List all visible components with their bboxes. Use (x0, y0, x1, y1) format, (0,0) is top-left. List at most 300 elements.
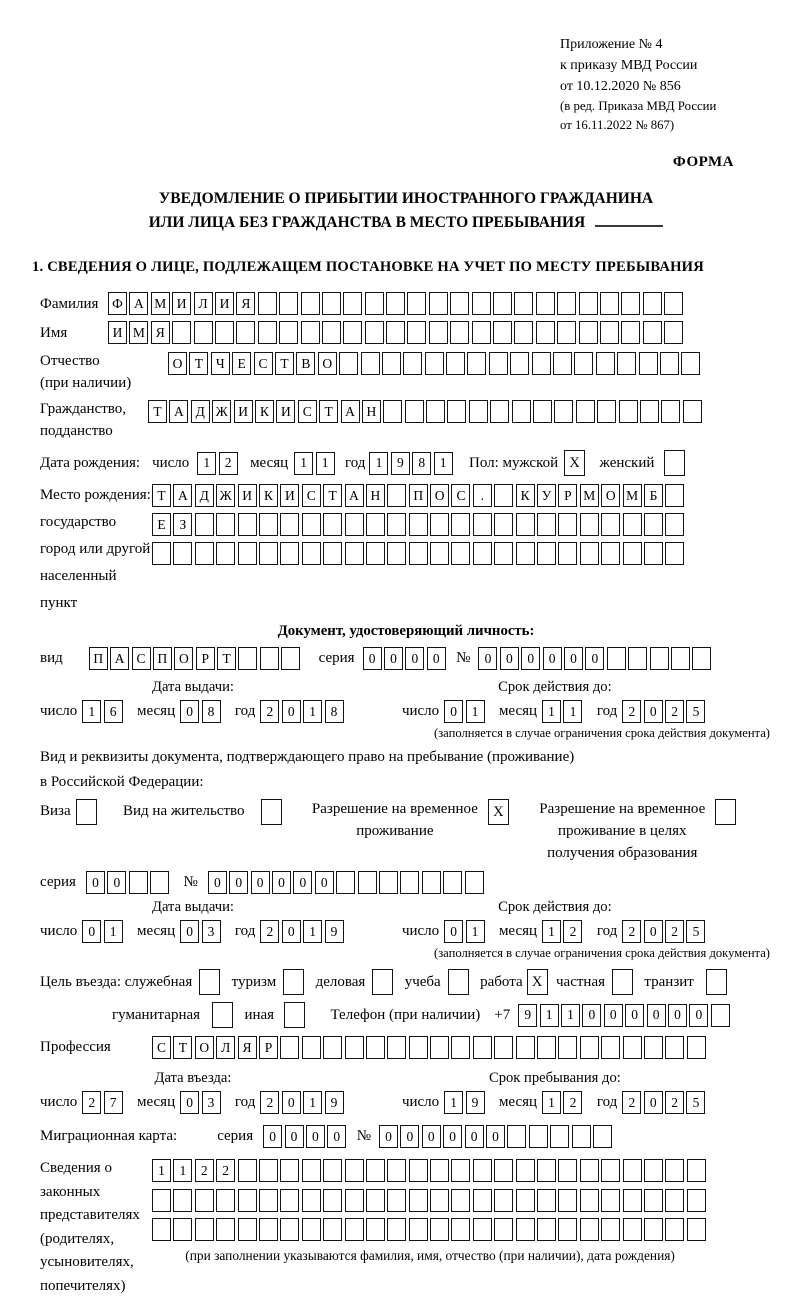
char-cell[interactable] (607, 647, 626, 670)
char-cell[interactable]: Р (558, 484, 577, 507)
char-cell[interactable] (537, 1218, 556, 1241)
char-cell[interactable]: К (255, 400, 274, 423)
char-cell[interactable]: 1 (104, 920, 123, 943)
char-cell[interactable]: А (341, 400, 360, 423)
char-cell[interactable] (580, 542, 599, 565)
char-cell[interactable]: Ж (216, 484, 235, 507)
char-cell[interactable]: 1 (369, 452, 388, 475)
char-cell[interactable] (628, 647, 647, 670)
char-cell[interactable]: 0 (543, 647, 562, 670)
char-cell[interactable] (558, 542, 577, 565)
char-cell[interactable]: 1 (197, 452, 216, 475)
char-cell[interactable] (650, 647, 669, 670)
char-cell[interactable]: 1 (542, 920, 561, 943)
char-cell[interactable] (366, 542, 385, 565)
char-cell[interactable] (600, 321, 619, 344)
char-cell[interactable] (366, 1189, 385, 1212)
char-cell[interactable] (473, 1036, 492, 1059)
char-cell[interactable] (383, 400, 402, 423)
char-cell[interactable]: 0 (647, 1004, 666, 1027)
char-cell[interactable] (514, 321, 533, 344)
char-cell[interactable]: У (537, 484, 556, 507)
char-cell[interactable] (429, 321, 448, 344)
char-cell[interactable] (323, 1036, 342, 1059)
char-cell[interactable]: О (168, 352, 187, 375)
char-cell[interactable] (302, 1218, 321, 1241)
char-cell[interactable]: 8 (202, 700, 221, 723)
char-cell[interactable] (621, 321, 640, 344)
char-cell[interactable]: Т (152, 484, 171, 507)
char-cell[interactable]: 0 (327, 1125, 346, 1148)
char-cell[interactable] (510, 352, 529, 375)
char-cell[interactable]: 7 (104, 1091, 123, 1114)
char-cell[interactable] (386, 321, 405, 344)
char-cell[interactable]: 0 (379, 1125, 398, 1148)
char-cell[interactable] (403, 352, 422, 375)
char-cell[interactable] (493, 292, 512, 315)
char-cell[interactable]: 2 (622, 700, 641, 723)
char-cell[interactable]: 2 (622, 1091, 641, 1114)
char-cell[interactable]: 0 (107, 871, 126, 894)
char-cell[interactable] (554, 400, 573, 423)
char-cell[interactable] (345, 1218, 364, 1241)
char-cell[interactable] (619, 400, 638, 423)
char-cell[interactable] (429, 292, 448, 315)
char-cell[interactable]: 0 (400, 1125, 419, 1148)
char-cell[interactable] (259, 1218, 278, 1241)
char-cell[interactable] (557, 292, 576, 315)
char-cell[interactable] (494, 1218, 513, 1241)
char-cell[interactable]: Л (194, 292, 213, 315)
char-cell[interactable] (576, 400, 595, 423)
char-cell[interactable]: Ж (212, 400, 231, 423)
char-cell[interactable]: 2 (665, 1091, 684, 1114)
char-cell[interactable]: Т (217, 647, 236, 670)
char-cell[interactable]: А (129, 292, 148, 315)
char-cell[interactable] (422, 871, 441, 894)
char-cell[interactable] (259, 542, 278, 565)
char-cell[interactable]: П (153, 647, 172, 670)
char-cell[interactable]: 0 (384, 647, 403, 670)
char-cell[interactable]: О (601, 484, 620, 507)
char-cell[interactable] (537, 1036, 556, 1059)
char-cell[interactable] (593, 1125, 612, 1148)
char-cell[interactable] (173, 1189, 192, 1212)
char-cell[interactable] (623, 513, 642, 536)
char-cell[interactable]: 0 (444, 920, 463, 943)
char-cell[interactable]: Т (275, 352, 294, 375)
char-cell[interactable]: Н (366, 484, 385, 507)
char-cell[interactable] (195, 542, 214, 565)
char-cell[interactable]: 0 (282, 1091, 301, 1114)
char-cell[interactable]: 0 (405, 647, 424, 670)
char-cell[interactable] (665, 542, 684, 565)
char-cell[interactable] (537, 1189, 556, 1212)
char-cell[interactable] (302, 542, 321, 565)
char-cell[interactable] (644, 1189, 663, 1212)
char-cell[interactable] (152, 1218, 171, 1241)
char-cell[interactable]: 0 (644, 700, 663, 723)
char-cell[interactable]: 9 (518, 1004, 537, 1027)
char-cell[interactable]: 0 (306, 1125, 325, 1148)
char-cell[interactable] (446, 352, 465, 375)
char-cell[interactable] (387, 542, 406, 565)
char-cell[interactable]: 0 (427, 647, 446, 670)
char-cell[interactable] (612, 969, 633, 995)
char-cell[interactable] (447, 400, 466, 423)
char-cell[interactable] (195, 1189, 214, 1212)
char-cell[interactable] (644, 1218, 663, 1241)
char-cell[interactable] (343, 321, 362, 344)
char-cell[interactable] (236, 321, 255, 344)
char-cell[interactable] (322, 321, 341, 344)
char-cell[interactable] (259, 513, 278, 536)
char-cell[interactable] (644, 513, 663, 536)
char-cell[interactable] (261, 799, 282, 825)
char-cell[interactable] (558, 1189, 577, 1212)
char-cell[interactable] (451, 1189, 470, 1212)
char-cell[interactable]: 0 (486, 1125, 505, 1148)
char-cell[interactable]: 0 (293, 871, 312, 894)
char-cell[interactable] (448, 969, 469, 995)
char-cell[interactable] (472, 321, 491, 344)
char-cell[interactable]: Я (236, 292, 255, 315)
char-cell[interactable] (580, 1189, 599, 1212)
char-cell[interactable]: 8 (325, 700, 344, 723)
char-cell[interactable]: 0 (465, 1125, 484, 1148)
char-cell[interactable]: С (254, 352, 273, 375)
char-cell[interactable]: 1 (563, 700, 582, 723)
char-cell[interactable]: 9 (391, 452, 410, 475)
char-cell[interactable] (365, 321, 384, 344)
char-cell[interactable]: Л (216, 1036, 235, 1059)
char-cell[interactable]: 0 (478, 647, 497, 670)
char-cell[interactable] (361, 352, 380, 375)
char-cell[interactable] (514, 292, 533, 315)
char-cell[interactable] (336, 871, 355, 894)
char-cell[interactable] (426, 400, 445, 423)
char-cell[interactable] (400, 871, 419, 894)
char-cell[interactable] (617, 352, 636, 375)
char-cell[interactable]: 1 (444, 1091, 463, 1114)
char-cell[interactable]: 1 (303, 700, 322, 723)
char-cell[interactable] (640, 400, 659, 423)
char-cell[interactable]: И (276, 400, 295, 423)
char-cell[interactable] (664, 321, 683, 344)
char-cell[interactable] (644, 542, 663, 565)
char-cell[interactable] (643, 321, 662, 344)
char-cell[interactable] (259, 1189, 278, 1212)
char-cell[interactable] (281, 647, 300, 670)
char-cell[interactable] (596, 352, 615, 375)
char-cell[interactable]: О (195, 1036, 214, 1059)
char-cell[interactable]: 9 (325, 1091, 344, 1114)
char-cell[interactable] (553, 352, 572, 375)
char-cell[interactable] (301, 321, 320, 344)
char-cell[interactable]: 1 (303, 920, 322, 943)
char-cell[interactable]: 2 (260, 1091, 279, 1114)
char-cell[interactable]: Д (191, 400, 210, 423)
char-cell[interactable]: 0 (82, 920, 101, 943)
char-cell[interactable]: 0 (668, 1004, 687, 1027)
char-cell[interactable] (558, 1218, 577, 1241)
char-cell[interactable] (660, 352, 679, 375)
char-cell[interactable]: О (318, 352, 337, 375)
char-cell[interactable]: Ф (108, 292, 127, 315)
char-cell[interactable] (280, 513, 299, 536)
char-cell[interactable] (238, 647, 257, 670)
char-cell[interactable]: К (259, 484, 278, 507)
char-cell[interactable] (323, 1218, 342, 1241)
char-cell[interactable] (472, 292, 491, 315)
char-cell[interactable] (621, 292, 640, 315)
char-cell[interactable]: С (132, 647, 151, 670)
char-cell[interactable] (345, 1036, 364, 1059)
char-cell[interactable] (279, 321, 298, 344)
char-cell[interactable] (600, 292, 619, 315)
char-cell[interactable] (572, 1125, 591, 1148)
char-cell[interactable] (451, 1036, 470, 1059)
char-cell[interactable] (516, 1036, 535, 1059)
char-cell[interactable]: 0 (582, 1004, 601, 1027)
char-cell[interactable] (343, 292, 362, 315)
char-cell[interactable] (195, 513, 214, 536)
char-cell[interactable] (644, 1036, 663, 1059)
char-cell[interactable]: 3 (202, 1091, 221, 1114)
char-cell[interactable]: С (451, 484, 470, 507)
char-cell[interactable] (280, 1036, 299, 1059)
char-cell[interactable] (152, 542, 171, 565)
char-cell[interactable] (451, 513, 470, 536)
char-cell[interactable] (129, 871, 148, 894)
char-cell[interactable]: 0 (180, 1091, 199, 1114)
char-cell[interactable] (558, 513, 577, 536)
char-cell[interactable]: 3 (202, 920, 221, 943)
char-cell[interactable] (365, 292, 384, 315)
char-cell[interactable] (580, 513, 599, 536)
char-cell[interactable]: Я (238, 1036, 257, 1059)
char-cell[interactable]: А (345, 484, 364, 507)
char-cell[interactable]: 6 (104, 700, 123, 723)
char-cell[interactable] (711, 1004, 730, 1027)
char-cell[interactable] (580, 1218, 599, 1241)
char-cell[interactable]: О (174, 647, 193, 670)
char-cell[interactable]: К (516, 484, 535, 507)
char-cell[interactable] (212, 1002, 233, 1028)
char-cell[interactable] (195, 1218, 214, 1241)
char-cell[interactable] (76, 799, 97, 825)
char-cell[interactable]: 0 (251, 871, 270, 894)
char-cell[interactable]: 1 (466, 920, 485, 943)
char-cell[interactable] (302, 1036, 321, 1059)
char-cell[interactable]: И (234, 400, 253, 423)
char-cell[interactable] (173, 542, 192, 565)
char-cell[interactable]: 0 (585, 647, 604, 670)
char-cell[interactable]: . (473, 484, 492, 507)
char-cell[interactable]: И (280, 484, 299, 507)
char-cell[interactable]: 0 (644, 920, 663, 943)
char-cell[interactable]: 9 (466, 1091, 485, 1114)
char-cell[interactable] (216, 513, 235, 536)
char-cell[interactable] (280, 1218, 299, 1241)
char-cell[interactable] (173, 1218, 192, 1241)
char-cell[interactable] (494, 542, 513, 565)
char-cell[interactable] (687, 1189, 706, 1212)
char-cell[interactable]: Т (189, 352, 208, 375)
char-cell[interactable] (579, 292, 598, 315)
char-cell[interactable] (215, 321, 234, 344)
char-cell[interactable]: 1 (82, 700, 101, 723)
char-cell[interactable]: 2 (260, 920, 279, 943)
char-cell[interactable]: Е (152, 513, 171, 536)
char-cell[interactable] (558, 1036, 577, 1059)
char-cell[interactable]: 2 (216, 1159, 235, 1182)
char-cell[interactable] (465, 871, 484, 894)
char-cell[interactable]: 1 (561, 1004, 580, 1027)
char-cell[interactable] (536, 321, 555, 344)
char-cell[interactable]: 0 (180, 920, 199, 943)
char-cell[interactable]: И (238, 484, 257, 507)
char-cell[interactable] (533, 400, 552, 423)
char-cell[interactable]: 1 (173, 1159, 192, 1182)
char-cell[interactable] (409, 1189, 428, 1212)
char-cell[interactable] (643, 292, 662, 315)
char-cell[interactable] (512, 400, 531, 423)
char-cell[interactable] (580, 1036, 599, 1059)
char-cell[interactable]: П (409, 484, 428, 507)
char-cell[interactable]: 1 (466, 700, 485, 723)
char-cell[interactable] (238, 513, 257, 536)
char-cell[interactable] (386, 292, 405, 315)
char-cell[interactable] (494, 1189, 513, 1212)
char-cell[interactable] (425, 352, 444, 375)
char-cell[interactable] (494, 513, 513, 536)
char-cell[interactable]: 2 (563, 1091, 582, 1114)
char-cell[interactable] (550, 1125, 569, 1148)
char-cell[interactable]: 0 (644, 1091, 663, 1114)
char-cell[interactable]: X (527, 969, 548, 995)
char-cell[interactable] (665, 1218, 684, 1241)
char-cell[interactable] (238, 542, 257, 565)
char-cell[interactable]: М (151, 292, 170, 315)
char-cell[interactable] (687, 1036, 706, 1059)
char-cell[interactable] (450, 321, 469, 344)
char-cell[interactable] (601, 542, 620, 565)
char-cell[interactable]: Т (173, 1036, 192, 1059)
char-cell[interactable]: 0 (208, 871, 227, 894)
char-cell[interactable] (467, 352, 486, 375)
char-cell[interactable] (623, 1036, 642, 1059)
char-cell[interactable] (387, 513, 406, 536)
char-cell[interactable] (601, 1218, 620, 1241)
char-cell[interactable] (671, 647, 690, 670)
char-cell[interactable] (345, 542, 364, 565)
char-cell[interactable] (430, 542, 449, 565)
char-cell[interactable]: 5 (686, 1091, 705, 1114)
char-cell[interactable] (216, 542, 235, 565)
char-cell[interactable]: В (296, 352, 315, 375)
char-cell[interactable] (284, 1002, 305, 1028)
char-cell[interactable] (345, 1189, 364, 1212)
char-cell[interactable] (601, 1036, 620, 1059)
char-cell[interactable] (665, 1036, 684, 1059)
char-cell[interactable] (665, 484, 684, 507)
char-cell[interactable] (258, 292, 277, 315)
char-cell[interactable] (366, 513, 385, 536)
char-cell[interactable]: 2 (622, 920, 641, 943)
char-cell[interactable] (473, 513, 492, 536)
char-cell[interactable]: 1 (542, 700, 561, 723)
char-cell[interactable] (194, 321, 213, 344)
char-cell[interactable] (150, 871, 169, 894)
char-cell[interactable] (409, 1036, 428, 1059)
char-cell[interactable]: 1 (152, 1159, 171, 1182)
char-cell[interactable] (387, 1218, 406, 1241)
char-cell[interactable] (372, 969, 393, 995)
char-cell[interactable]: М (129, 321, 148, 344)
char-cell[interactable] (260, 647, 279, 670)
char-cell[interactable] (301, 292, 320, 315)
char-cell[interactable]: 0 (282, 920, 301, 943)
char-cell[interactable]: 2 (195, 1159, 214, 1182)
char-cell[interactable] (664, 292, 683, 315)
char-cell[interactable] (407, 292, 426, 315)
char-cell[interactable]: 0 (363, 647, 382, 670)
char-cell[interactable]: М (623, 484, 642, 507)
char-cell[interactable]: П (89, 647, 108, 670)
char-cell[interactable] (661, 400, 680, 423)
char-cell[interactable]: 0 (86, 871, 105, 894)
char-cell[interactable] (529, 1125, 548, 1148)
char-cell[interactable] (323, 542, 342, 565)
char-cell[interactable] (345, 513, 364, 536)
char-cell[interactable] (532, 352, 551, 375)
char-cell[interactable]: 0 (521, 647, 540, 670)
char-cell[interactable] (601, 513, 620, 536)
char-cell[interactable] (323, 513, 342, 536)
char-cell[interactable] (366, 1036, 385, 1059)
char-cell[interactable]: 0 (444, 700, 463, 723)
char-cell[interactable]: 9 (325, 920, 344, 943)
char-cell[interactable] (557, 321, 576, 344)
char-cell[interactable]: 1 (540, 1004, 559, 1027)
char-cell[interactable]: 1 (303, 1091, 322, 1114)
char-cell[interactable] (579, 321, 598, 344)
char-cell[interactable] (715, 799, 736, 825)
char-cell[interactable] (623, 542, 642, 565)
char-cell[interactable] (409, 542, 428, 565)
char-cell[interactable]: Т (148, 400, 167, 423)
char-cell[interactable]: 0 (422, 1125, 441, 1148)
char-cell[interactable] (387, 1189, 406, 1212)
char-cell[interactable] (387, 1036, 406, 1059)
char-cell[interactable]: Р (259, 1036, 278, 1059)
char-cell[interactable] (280, 1189, 299, 1212)
char-cell[interactable]: С (298, 400, 317, 423)
char-cell[interactable]: 2 (563, 920, 582, 943)
char-cell[interactable] (516, 1189, 535, 1212)
char-cell[interactable] (683, 400, 702, 423)
char-cell[interactable] (302, 1189, 321, 1212)
char-cell[interactable]: Я (151, 321, 170, 344)
char-cell[interactable] (379, 871, 398, 894)
char-cell[interactable] (279, 292, 298, 315)
char-cell[interactable] (665, 1189, 684, 1212)
char-cell[interactable]: 0 (229, 871, 248, 894)
char-cell[interactable]: И (108, 321, 127, 344)
char-cell[interactable] (639, 352, 658, 375)
char-cell[interactable] (665, 513, 684, 536)
